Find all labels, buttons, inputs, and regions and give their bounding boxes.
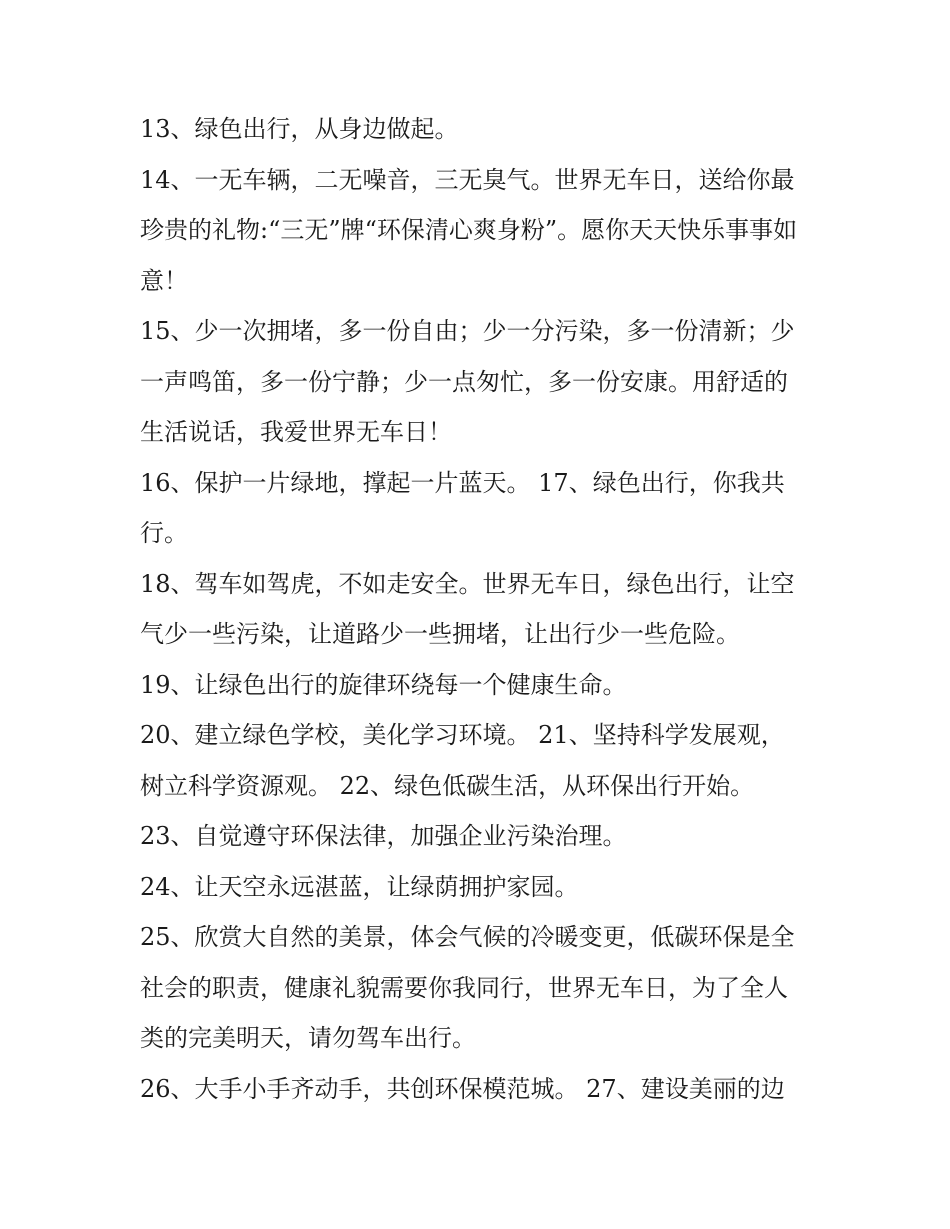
text-line: 气少一些污染，让道路少一些拥堵，让出行少一些危险。 bbox=[140, 620, 740, 648]
text-line: 19、让绿色出行的旋律环绕每一个健康生命。 bbox=[140, 670, 627, 699]
text-line: 类的完美明天，请勿驾车出行。 bbox=[140, 1024, 476, 1052]
text-line: 14、一无车辆，二无噪音，三无臭气。世界无车日，送给你最 bbox=[140, 165, 795, 194]
text-line: 意！ bbox=[140, 266, 188, 295]
text-line: 18、驾车如驾虎，不如走安全。世界无车日，绿色出行，让空 bbox=[140, 569, 795, 598]
text-line: 15、少一次拥堵，多一份自由；少一分污染，多一份清新；少 bbox=[140, 317, 795, 345]
text-line: 行。 bbox=[140, 519, 188, 547]
text-line: 23、自觉遵守环保法律，加强企业污染治理。 bbox=[140, 822, 627, 850]
text-line: 24、让天空永远湛蓝，让绿荫拥护家园。 bbox=[140, 872, 579, 901]
slogan-text-block bbox=[140, 104, 820, 1114]
text-line: 一声鸣笛，多一份宁静；少一点匆忙，多一份安康。用舒适的 bbox=[140, 367, 788, 396]
text-line: 生活说话，我爱世界无车日！ bbox=[140, 418, 452, 446]
text-line: 26、大手小手齐动手，共创环保模范城。 27、建设美丽的边 bbox=[140, 1074, 785, 1103]
text-line: 20、建立绿色学校，美化学习环境。 21、坚持科学发展观， bbox=[140, 721, 785, 749]
text-line: 树立科学资源观。 22、绿色低碳生活，从环保出行开始。 bbox=[140, 771, 755, 800]
text-line: 珍贵的礼物:“三无”牌“环保清心爽身粉”。愿你天天快乐事事如 bbox=[140, 216, 798, 244]
text-line: 社会的职责，健康礼貌需要你我同行，世界无车日，为了全人 bbox=[140, 973, 788, 1002]
text-line: 13、绿色出行，从身边做起。 bbox=[140, 115, 459, 143]
text-line: 25、欣赏大自然的美景，体会气候的冷暖变更，低碳环保是全 bbox=[140, 923, 795, 951]
text-line: 16、保护一片绿地，撑起一片蓝天。 17、绿色出行，你我共 bbox=[140, 468, 785, 497]
